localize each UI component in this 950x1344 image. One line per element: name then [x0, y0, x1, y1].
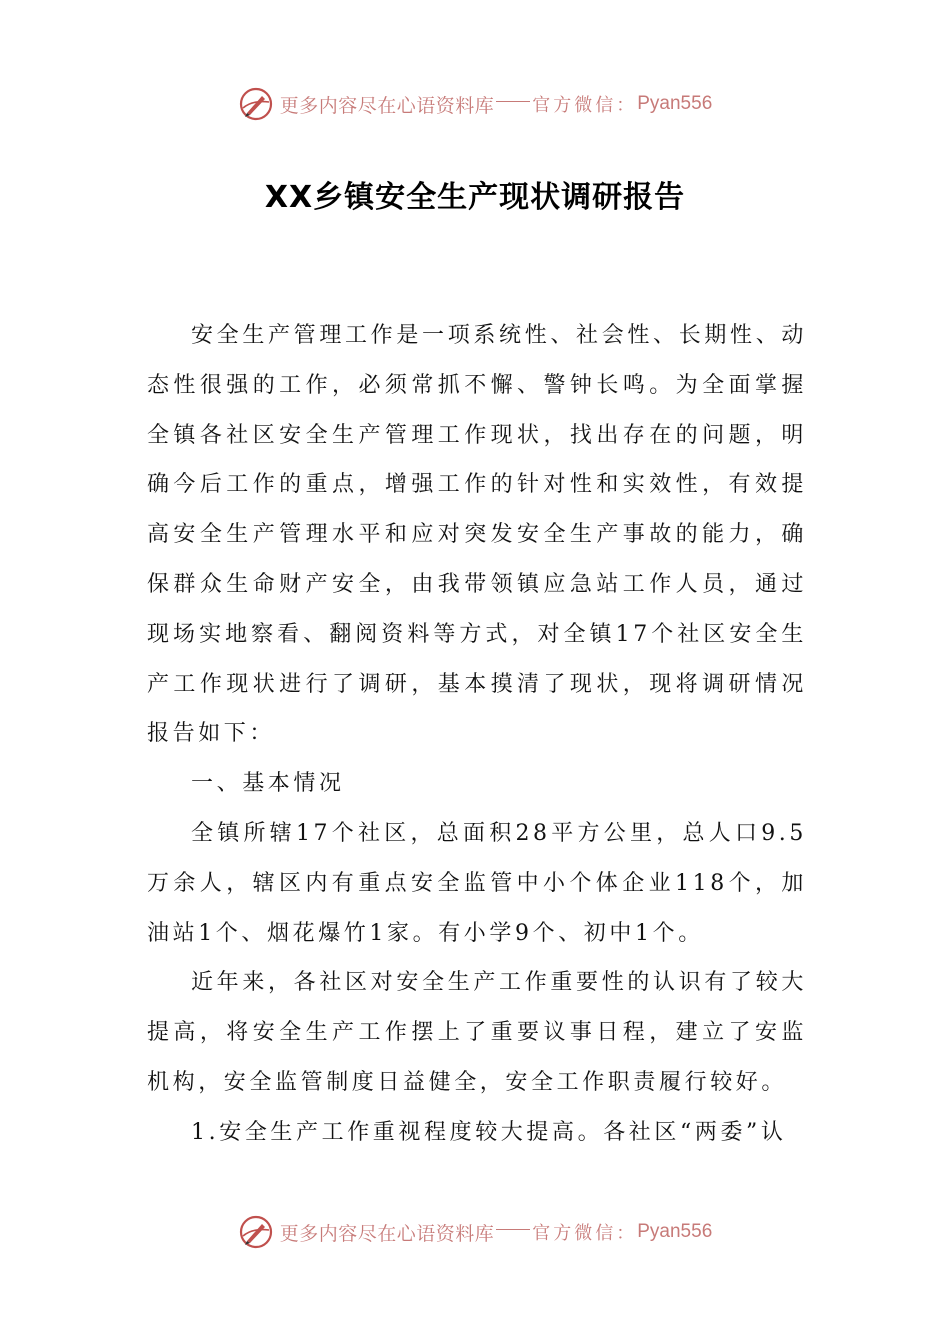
section-heading-basic: 一、基本情况 — [191, 771, 345, 797]
header-banner — [0, 84, 950, 124]
banner-text: 更多内容尽在心语资料库 — [279, 1222, 495, 1245]
banner-dash — [496, 1229, 530, 1230]
paragraph-basic-info: 全镇所辖17个社区，总面积28平方公里，总人口9.5万余人，辖区内有重点安全监管中小个体企业118个，加油站1个、烟花爆竹1家。有小学9个、初中1个。 — [147, 820, 807, 946]
document-body — [147, 311, 807, 1158]
paragraph-intro: 安全生产管理工作是一项系统性、社会性、长期性、动态性很强的工作，必须常抓不懈、警钟长鸣。为全面掌握全镇各社区安全生产管理工作现状，找出存在的问题，明确今后工作的重点，增强工作的针对性和实效性，有效提高安全生产管理水平和应对突发安全生产事故的能力，确保群众生命财产安全，由我带领镇应急站工作人员，通过现场实地察看、翻阅资料等方式，对全镇17个社区安全生产工作现状进行了调研，基本摸清了现状，现将调研情况报告如下： — [147, 323, 807, 747]
banner-wechat-label: 官方微信： — [532, 95, 638, 116]
paragraph-recent-years: 近年来，各社区对安全生产工作重要性的认识有了较大提高，将安全生产工作摆上了重要议事日程，建立了安监机构，安全监管制度日益健全，安全工作职责履行较好。 — [147, 970, 807, 1095]
pen-logo-icon — [238, 1214, 274, 1250]
document-title: XX乡镇安全生产现状调研报告 — [264, 180, 686, 215]
banner-text: 更多内容尽在心语资料库 — [279, 94, 495, 117]
paragraph-item-1: 1.安全生产工作重视程度较大提高。各社区“两委”认 — [191, 1119, 787, 1145]
banner-wechat-id: Pyan556 — [637, 93, 713, 114]
banner-wechat-label: 官方微信： — [532, 1223, 638, 1244]
banner-wechat-id: Pyan556 — [637, 1221, 713, 1242]
banner-dash — [496, 101, 530, 102]
footer-banner — [0, 1212, 950, 1252]
pen-logo-icon — [238, 86, 274, 122]
